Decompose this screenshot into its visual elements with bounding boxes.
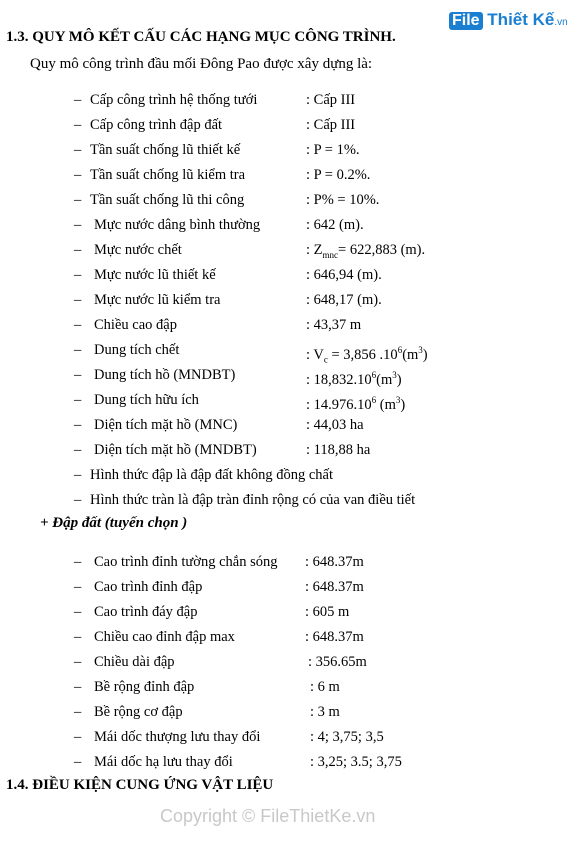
spec-value: : 3 m (310, 704, 340, 720)
spec-value: : 6 m (310, 679, 340, 695)
spec-label: Bề rộng đỉnh đập (94, 679, 195, 695)
spec-row (0, 600, 587, 625)
bullet-dash: – (74, 342, 82, 358)
spec-value: : 14.976.10$^6$ $(m^3)$ (306, 395, 406, 413)
bullet-dash: – (74, 704, 82, 720)
spec-row (0, 288, 587, 313)
bullet-dash: – (74, 442, 82, 458)
spec-value: : 648,17 (m). (306, 292, 382, 308)
logo-file-mark: File (449, 12, 483, 30)
spec-row (0, 750, 587, 775)
bullet-dash: – (74, 192, 82, 208)
spec-label: Diện tích mặt hồ (MNC) (94, 417, 238, 433)
bullet-dash: – (74, 492, 82, 508)
bullet-dash: – (74, 142, 82, 158)
bullet-dash: – (74, 117, 82, 133)
spec-row (0, 388, 587, 413)
spec-value: : Cấp III (306, 92, 356, 108)
spec-row (0, 550, 587, 575)
spec-label: Cấp công trình đập đất (90, 117, 223, 133)
spec-value: : 646,94 (m). (306, 267, 382, 283)
spec-row (0, 88, 587, 113)
spec-label: Diện tích mặt hồ (MNDBT) (94, 442, 257, 458)
spec-label: Dung tích hồ (MNDBT) (94, 367, 236, 383)
spec-row (0, 675, 587, 700)
bullet-dash: – (74, 604, 82, 620)
spec-text: Hình thức đập là đập đất không đồng chất (90, 467, 334, 483)
intro-text: Quy mô công trình đầu mối Đông Pao được xây dựng là: (30, 56, 373, 72)
bullet-dash: – (74, 367, 82, 383)
bullet-dash: – (74, 392, 82, 408)
spec-row (0, 238, 587, 263)
spec-row (0, 488, 587, 513)
spec-label: Chiều dài đập (94, 654, 175, 670)
spec-value: : P = 0.2%. (306, 167, 371, 183)
spec-label: Mực nước dâng bình thường (94, 217, 261, 233)
spec-text: Hình thức tràn là đập tràn đỉnh rộng có của van điều tiết (90, 492, 416, 508)
spec-value: : 4; 3,75; 3,5 (310, 729, 384, 745)
spec-label: Bề rộng cơ đập (94, 704, 183, 720)
spec-value: : P% = 10%. (306, 192, 380, 208)
spec-value: : $Z_{mnc}= 622,883$ (m). (306, 242, 426, 260)
bullet-dash: – (74, 292, 82, 308)
spec-row (0, 338, 587, 363)
spec-label: Cao trình đáy đập (94, 604, 198, 620)
spec-row (0, 163, 587, 188)
copyright-watermark: Copyright © FileThietKe.vn (160, 806, 376, 826)
bullet-dash: – (74, 654, 82, 670)
spec-label: Mái dốc thượng lưu thay đổi (94, 729, 261, 745)
spec-row (0, 313, 587, 338)
spec-value: : Cấp III (306, 117, 356, 133)
spec-label: Mái dốc hạ lưu thay đổi (94, 754, 233, 770)
spec-value: : 44,03 ha (306, 417, 364, 433)
bullet-dash: – (74, 554, 82, 570)
spec-label: Dung tích hữu ích (94, 392, 199, 408)
bullet-dash: – (74, 242, 82, 258)
bullet-dash: – (74, 679, 82, 695)
spec-value: : 648.37m (305, 554, 364, 570)
bullet-dash: – (74, 579, 82, 595)
section-heading-1-3: 1.3. QUY MÔ KẾT CẤU CÁC HẠNG MỤC CÔNG TRÌNH. (6, 29, 396, 45)
spec-value: : $18,832.10^6(m^3)$ (306, 370, 402, 388)
bullet-dash: – (74, 167, 82, 183)
spec-row (0, 438, 587, 463)
bullet-dash: – (74, 417, 82, 433)
section-heading-1-4: 1.4. ĐIỀU KIỆN CUNG ỨNG VẬT LIỆU (6, 777, 274, 793)
spec-value: : 648.37m (305, 579, 364, 595)
bullet-dash: – (74, 217, 82, 233)
spec-label: Tần suất chống lũ thiết kế (90, 142, 241, 158)
bullet-dash: – (74, 92, 82, 108)
spec-row (0, 213, 587, 238)
spec-label: Cao trình đỉnh đập (94, 579, 203, 595)
spec-row (0, 263, 587, 288)
bullet-dash: – (74, 629, 82, 645)
spec-value: : 605 m (305, 604, 350, 620)
spec-label: Chiều cao đập (94, 317, 177, 333)
spec-label: Cao trình đỉnh tường chắn sóng (94, 554, 278, 570)
spec-value: : 642 (m). (306, 217, 364, 233)
spec-row (0, 463, 587, 488)
spec-row (0, 413, 587, 438)
spec-row (0, 625, 587, 650)
spec-value: : 356.65m (308, 654, 367, 670)
spec-label: Chiều cao đỉnh đập max (94, 629, 235, 645)
spec-label: Tần suất chống lũ thi công (90, 192, 245, 208)
subheading-dap-dat: + Đập đất (tuyến chọn ) (40, 515, 188, 531)
spec-row (0, 188, 587, 213)
spec-label: Dung tích chết (94, 342, 180, 358)
spec-label: Mực nước chết (94, 242, 182, 258)
spec-row (0, 113, 587, 138)
spec-row (0, 138, 587, 163)
spec-value: : 648.37m (305, 629, 364, 645)
spec-label: Cấp công trình hệ thống tưới (90, 92, 258, 108)
spec-row (0, 700, 587, 725)
spec-label: Tần suất chống lũ kiểm tra (90, 167, 246, 183)
bullet-dash: – (74, 317, 82, 333)
bullet-dash: – (74, 729, 82, 745)
spec-value: : 3,25; 3.5; 3,75 (310, 754, 402, 770)
spec-label: Mực nước lũ kiểm tra (94, 292, 221, 308)
spec-value: : 43,37 m (306, 317, 362, 333)
filethietke-logo (449, 10, 568, 30)
logo-thietke-text: Thiết Kế (487, 10, 555, 29)
spec-label: Mực nước lũ thiết kế (94, 267, 216, 283)
spec-row (0, 363, 587, 388)
spec-value: : P = 1%. (306, 142, 360, 158)
logo-vn-text: .vn (554, 17, 568, 28)
spec-row (0, 650, 587, 675)
spec-row (0, 575, 587, 600)
spec-value: : $V_c = 3,856$ $.10^6(m^3)$ (306, 345, 428, 365)
spec-value: : 118,88 ha (306, 442, 371, 458)
bullet-dash: – (74, 467, 82, 483)
spec-row (0, 725, 587, 750)
bullet-dash: – (74, 754, 82, 770)
bullet-dash: – (74, 267, 82, 283)
